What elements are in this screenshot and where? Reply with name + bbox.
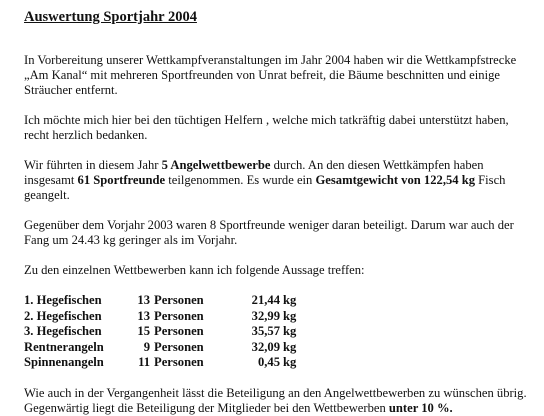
paragraph-participation <box>24 386 532 416</box>
spacer <box>24 143 532 158</box>
result-weight: 32,09 <box>251 339 280 354</box>
spacer <box>24 278 532 293</box>
result-weight: 32,99 <box>251 308 280 323</box>
document-title: Auswertung Sportjahr 2004 <box>24 9 197 25</box>
result-persons: 13 <box>137 308 150 323</box>
document-page <box>24 8 532 416</box>
result-weight-unit: kg <box>283 355 297 369</box>
table-row <box>24 355 303 371</box>
result-persons-unit: Personen <box>154 355 204 369</box>
spacer <box>24 371 532 386</box>
result-weight: 35,57 <box>251 324 280 338</box>
spacer <box>24 26 532 53</box>
summary-text-3: teilgenommen. Es wurde ein <box>165 173 316 187</box>
result-weight-unit: kg <box>283 324 297 338</box>
result-persons: 9 <box>143 339 150 354</box>
result-event: Rentnerangeln <box>24 339 104 354</box>
paragraph-results-intro: Zu den einzelnen Wettbewerben kann ich folgende Aussage treffen: <box>24 263 365 277</box>
paragraph-preparation: In Vorbereitung unserer Wettkampfveranstaltungen im Jahr 2004 haben wir die Wettkampfstrecke „Am Kanal“ mit mehreren Sportfreunden von Unrat befreit, die Bäume beschnitten und einige Sträucher entfernt. <box>24 53 517 97</box>
paragraph-summary <box>24 158 532 203</box>
table-row <box>24 309 303 325</box>
paragraph-thanks: Ich möchte mich hier bei den tüchtigen Helfern , welche mich tatkräftig dabei unterstützt haben, recht herzlich bedanken. <box>24 113 509 142</box>
result-persons-unit: Personen <box>154 308 204 323</box>
table-row <box>24 324 303 340</box>
result-persons: 11 <box>138 355 150 369</box>
paragraph-comparison: Gegenüber dem Vorjahr 2003 waren 8 Sportfreunde weniger daran beteiligt. Darum war auch der Fang um 24.43 kg geringer als im Vorjahr. <box>24 218 514 247</box>
participation-text: Wie auch in der Vergangenheit lässt die Beteiligung an den Angelwettbewerben zu wünschen übrig. Gegenwärtig liegt die Beteiligung der Mitglieder bei den Wettbewerben <box>24 385 527 415</box>
result-event: Spinnenangeln <box>24 355 104 369</box>
table-row <box>24 340 303 356</box>
result-weight: 21,44 <box>251 293 280 307</box>
table-row <box>24 293 303 309</box>
result-event: 1. Hegefischen <box>24 293 102 307</box>
summary-text-2: durch. An den diesen Wettkämpfen haben insgesamt <box>24 158 484 187</box>
result-persons: 13 <box>137 293 150 307</box>
spacer <box>24 248 532 263</box>
summary-total-weight: Gesamtgewicht von 122,54 kg <box>315 173 476 187</box>
summary-participants: 61 Sportfreunde <box>77 173 166 187</box>
results-table <box>24 293 303 371</box>
result-persons: 15 <box>137 324 150 338</box>
result-weight-unit: kg <box>283 293 297 307</box>
result-weight: 0,45 <box>257 355 280 369</box>
result-event: 2. Hegefischen <box>24 308 102 323</box>
result-persons-unit: Personen <box>154 293 204 307</box>
participation-rate: unter 10 %. <box>388 400 453 415</box>
summary-text-4: Fisch geangelt. <box>24 173 506 202</box>
spacer <box>24 203 532 218</box>
result-persons-unit: Personen <box>154 324 204 338</box>
result-event: 3. Hegefischen <box>24 324 102 338</box>
result-weight-unit: kg <box>283 339 297 354</box>
result-weight-unit: kg <box>283 308 297 323</box>
spacer <box>24 98 532 113</box>
summary-text-1: Wir führten in diesem Jahr <box>24 158 162 172</box>
result-persons-unit: Personen <box>154 339 204 354</box>
summary-competitions: 5 Angelwettbewerbe <box>161 158 271 172</box>
